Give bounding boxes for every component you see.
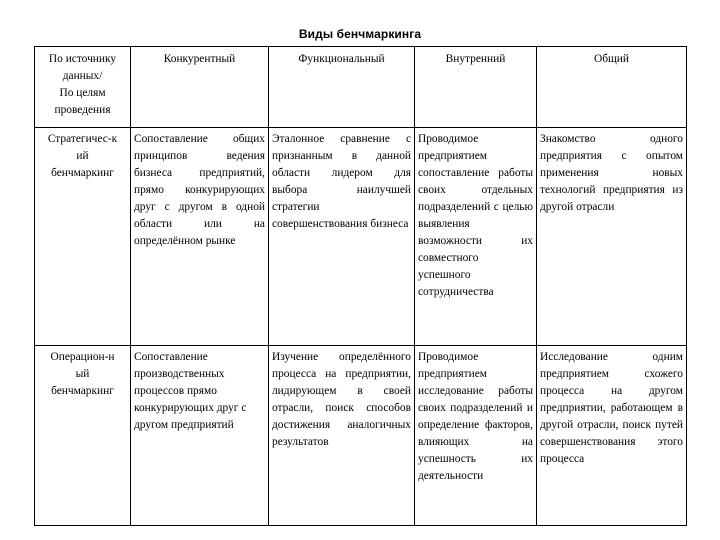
cell-strategic-functional: Эталонное сравнение с признанным в данной области лидером для выбора наилучшей стратегии совершенствования бизнеса	[269, 128, 415, 346]
cell-strategic-general: Знакомство одного предприятия с опытом применения новых технологий предприятия из другой отрасли	[537, 128, 687, 346]
header-cell-criteria: По источнику данных/ По целям проведения	[35, 47, 131, 128]
page-title: Виды бенчмаркинга	[298, 27, 422, 41]
cell-operational-functional: Изучение определённого процесса на предприятии, лидирующем в своей отрасли, поиск способов достижения аналогичных результатов	[269, 346, 415, 526]
table-row-operational	[35, 346, 687, 526]
row-label-operational: Операцион-н ый бенчмаркинг	[35, 346, 131, 526]
table-header-row	[35, 47, 687, 128]
cell-operational-competitive: Сопоставление производственных процессов прямо конкурирующих друг с другом предприятий	[131, 346, 269, 526]
row-label-strategic: Стратегичес-к ий бенчмаркинг	[35, 128, 131, 346]
cell-operational-internal: Проводимое предприятием исследование работы своих подразделений и определение факторов, влияющих на успешность их деятельности	[415, 346, 537, 526]
table-row-strategic	[35, 128, 687, 346]
cell-operational-general: Исследование одним предприятием схожего процесса на другом предприятии, работающем в другой отрасли, поиск путей совершенствования этого процесса	[537, 346, 687, 526]
header-cell-competitive: Конкурентный	[131, 47, 269, 128]
benchmarking-types-table	[34, 46, 687, 526]
cell-strategic-internal: Проводимое предприятием сопоставление работы своих отдельных подразделений с целью выявления возможности их совместного успешного сотрудничества	[415, 128, 537, 346]
header-cell-internal: Внутренний	[415, 47, 537, 128]
cell-strategic-competitive: Сопоставление общих принципов ведения бизнеса предприятий, прямо конкурирующих друг с другом в одной области или на определённом рынке	[131, 128, 269, 346]
header-cell-general: Общий	[537, 47, 687, 128]
header-cell-functional: Функциональный	[269, 47, 415, 128]
